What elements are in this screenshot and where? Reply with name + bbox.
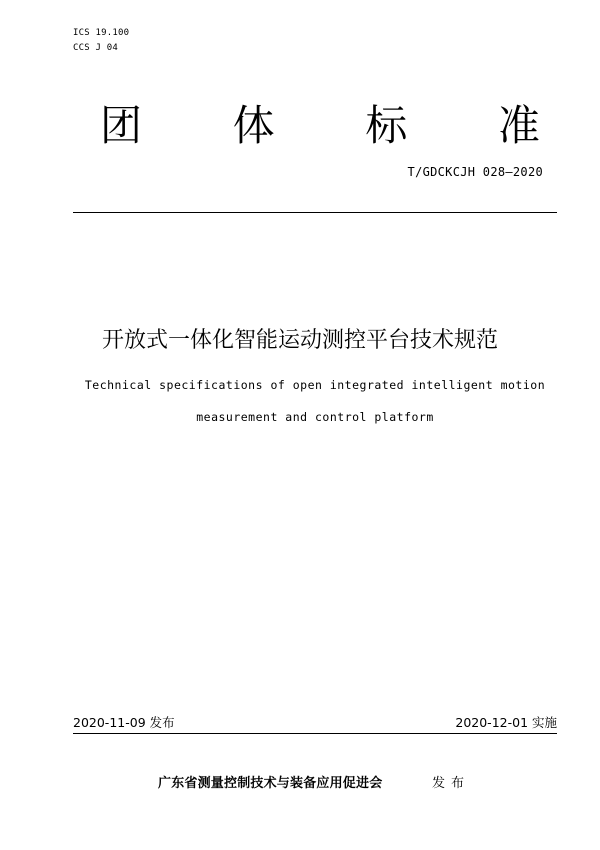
standard-type-heading	[100, 96, 540, 156]
footer-divider	[73, 733, 557, 734]
implement-date: 2020-12-01 实施	[455, 715, 557, 730]
standard-type-char: 准	[497, 101, 540, 150]
standard-number: T/GDCKCJH 028—2020	[407, 165, 543, 179]
publish-date: 2020-11-09 发布	[73, 715, 175, 730]
header-divider	[73, 212, 557, 213]
ccs-code: CCS J 04	[73, 43, 118, 53]
issue-label: 发布	[432, 776, 471, 791]
english-title-line-1: Technical specifications of open integrated intelligent motion	[84, 378, 546, 392]
issuing-organization: 广东省测量控制技术与装备应用促进会	[158, 776, 383, 791]
standard-type-char: 标	[365, 101, 408, 150]
standard-type-char: 体	[232, 101, 275, 150]
classification-codes	[73, 26, 129, 56]
chinese-title: 开放式一体化智能运动测控平台技术规范	[101, 328, 498, 353]
ics-code: ICS 19.100	[73, 28, 130, 38]
standard-type-char: 团	[100, 101, 143, 150]
english-title-line-2: measurement and control platform	[196, 410, 434, 424]
